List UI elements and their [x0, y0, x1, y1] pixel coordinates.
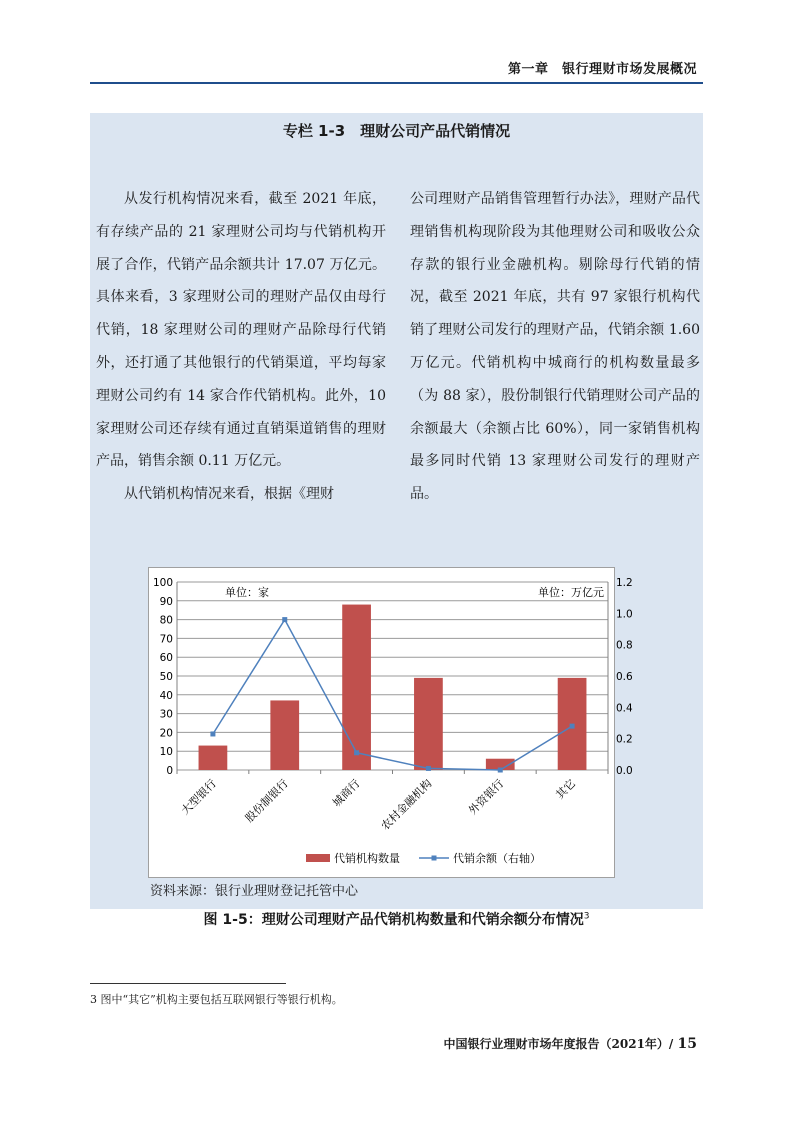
figure-caption-footnote-mark: 3	[583, 911, 590, 922]
left-paragraph-2: 从代销机构情况来看，根据《理财	[124, 486, 334, 503]
line-point-农村金融机构	[426, 766, 431, 771]
line-point-股份制银行	[282, 617, 287, 622]
legend-bar-label: 代销机构数量	[334, 852, 400, 865]
line-point-大型银行	[210, 731, 215, 736]
combo-chart	[149, 568, 633, 877]
page-footer	[444, 1035, 697, 1052]
report-title: 中国银行业理财市场年度报告（2021年）/	[443, 1037, 674, 1051]
category-label: 农村金融机构	[378, 776, 435, 833]
box-title: 专栏 1-3 理财公司产品代销情况	[282, 122, 511, 140]
left-tick-label: 30	[159, 708, 173, 721]
left-tick-label: 80	[159, 614, 173, 627]
right-column	[410, 183, 700, 511]
right-tick-label: 1.0	[616, 608, 633, 621]
left-tick-label: 100	[152, 577, 173, 589]
figure-caption	[0, 909, 793, 929]
left-tick-label: 90	[159, 595, 173, 608]
left-tick-label: 50	[159, 671, 173, 683]
figure-caption-text: 图 1-5：理财公司理财产品代销机构数量和代销余额分布情况	[203, 912, 584, 928]
page-number: 15	[677, 1036, 697, 1052]
line-point-城商行	[354, 750, 359, 755]
category-label: 其它	[553, 776, 579, 802]
category-label: 大型银行	[178, 776, 220, 818]
legend-line-label: 代销余额（右轴）	[453, 852, 541, 865]
right-tick-label: 1.2	[616, 577, 633, 589]
left-column	[96, 183, 386, 511]
right-tick-label: 0.2	[616, 733, 633, 746]
bar-城商行	[342, 605, 371, 770]
left-unit-label: 单位：家	[225, 586, 269, 599]
bar-大型银行	[199, 746, 228, 770]
chapter-header: 第一章 银行理财市场发展概况	[507, 62, 697, 77]
right-paragraph-1: 公司理财产品销售管理暂行办法》，理财产品代理销售机构现阶段为其他理财公司和吸收公众存款的银行业金融机构。剔除母行代销的情况，截至 2021 年底，共有 97 家银行机构代销了理财公司发行的理财产品，代销余额 1.60 万亿元。代销机构中城商行的机构数量最多（为 88 家），股份制银行代销理财公司产品的余额最大（余额占比 60%），同一家销售机构最多同时代销 13 家理财公司发行的理财产品。	[410, 191, 700, 503]
legend-line-marker	[432, 856, 437, 861]
right-unit-label: 单位：万亿元	[538, 586, 604, 599]
line-point-外资银行	[498, 768, 503, 773]
left-tick-label: 60	[159, 652, 173, 665]
left-tick-label: 40	[159, 689, 173, 702]
right-tick-label: 0.0	[616, 765, 633, 777]
left-tick-label: 70	[159, 633, 173, 646]
chart-frame	[148, 567, 633, 878]
right-tick-label: 0.8	[616, 639, 633, 652]
bar-农村金融机构	[414, 678, 443, 770]
footnote: 3 图中“其它”机构主要包括互联网银行等银行机构。	[90, 993, 343, 1006]
right-tick-label: 0.6	[616, 671, 633, 683]
line-point-其它	[570, 724, 575, 729]
left-tick-label: 10	[159, 746, 173, 759]
category-label: 城商行	[330, 776, 363, 810]
bar-股份制银行	[270, 700, 299, 770]
left-tick-label: 0	[166, 765, 173, 777]
category-label: 股份制银行	[242, 776, 291, 826]
left-paragraph-1: 从发行机构情况来看，截至 2021 年底，有存续产品的 21 家理财公司均与代销机构开展了合作，代销产品余额共计 17.07 万亿元。具体来看，3 家理财公司的理财产品仅由母行代销，18 家理财公司的理财产品除母行代销外，还打通了其他银行的代销渠道，平均每家理财公司约有 14 家合作代销机构。此外，10 家理财公司还存续有通过直销渠道销售的理财产品，销售余额 0.11 万亿元。	[96, 191, 386, 470]
left-tick-label: 20	[159, 727, 173, 740]
category-label: 外资银行	[466, 776, 507, 818]
header-rule	[90, 82, 703, 84]
right-tick-label: 0.4	[616, 702, 633, 715]
footnote-rule	[90, 983, 286, 984]
legend-bar-swatch	[306, 854, 330, 862]
figure-source: 资料来源：银行业理财登记托管中心	[150, 884, 359, 899]
